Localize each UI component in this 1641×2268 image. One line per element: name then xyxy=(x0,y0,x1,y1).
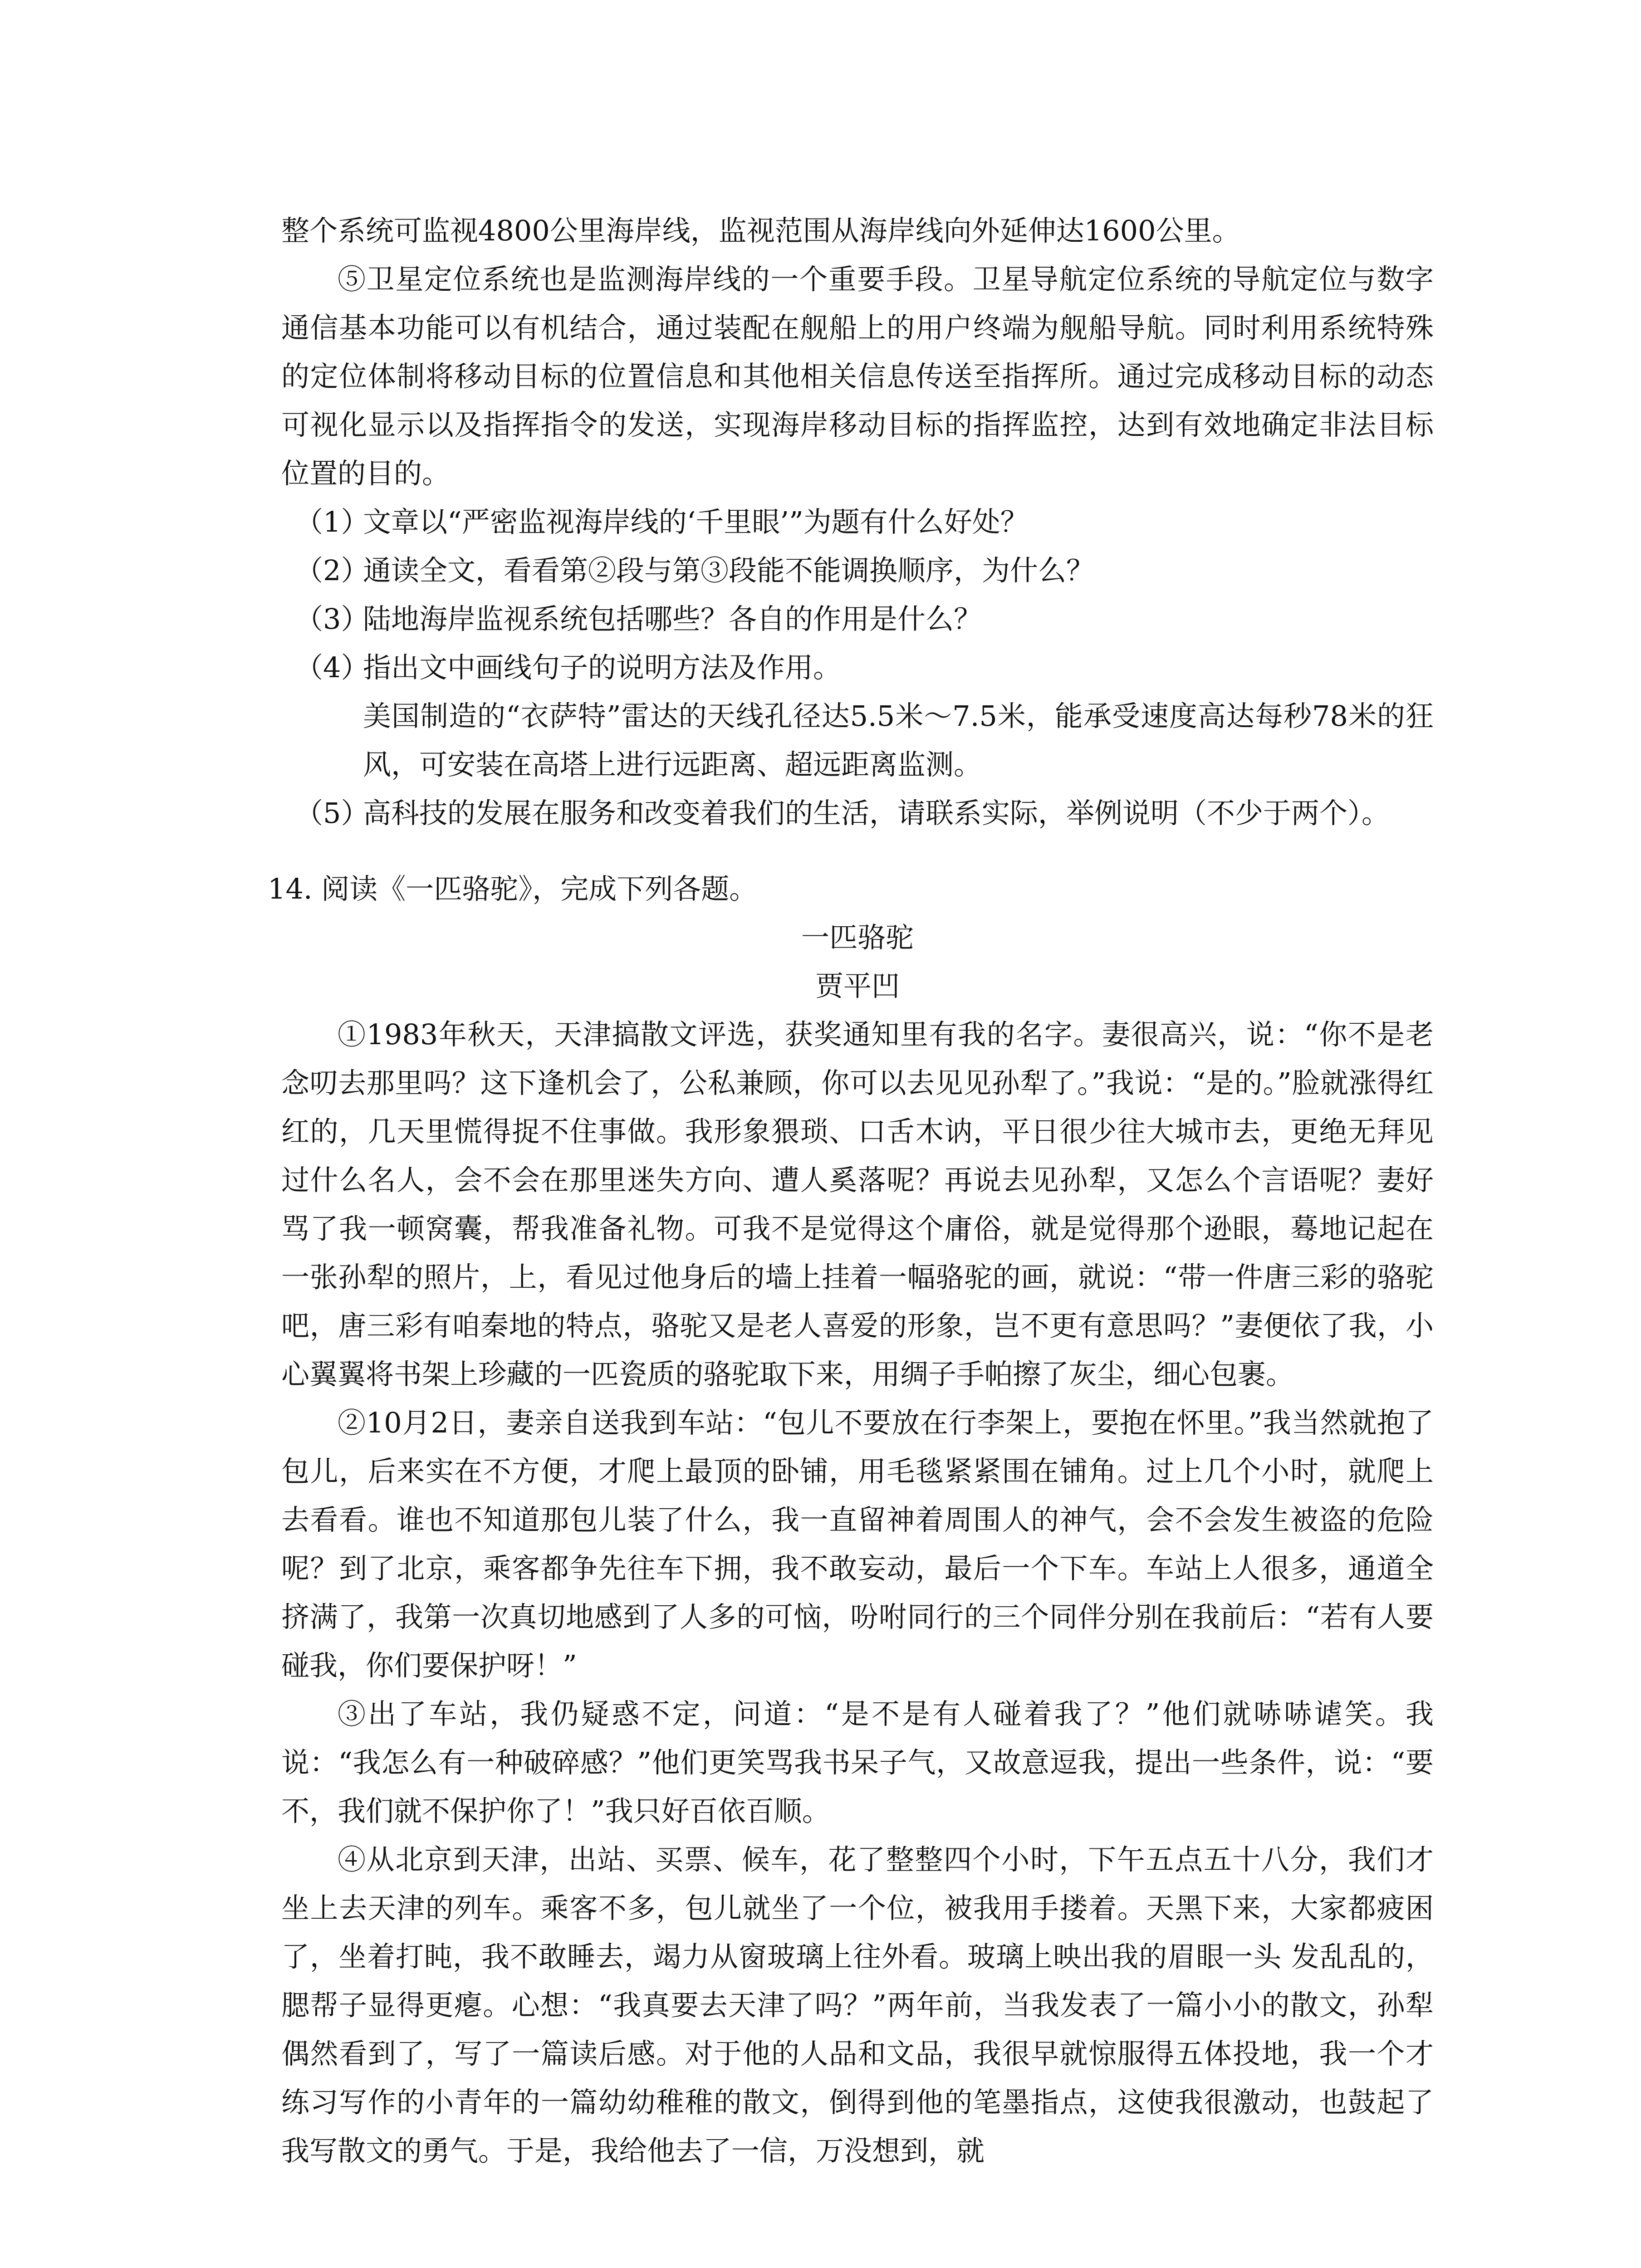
question-number: （5） xyxy=(295,797,369,830)
question-text: 指出文中画线句子的说明方法及作用。 xyxy=(363,651,842,684)
section-14-heading: 14. 阅读《一匹骆驼》，完成下列各题。 xyxy=(268,872,758,905)
question-3 xyxy=(281,595,1434,643)
article-author: 贾平凹 xyxy=(815,969,900,1002)
passage-paragraph-5: ⑤卫星定位系统也是监测海岸线的一个重要手段。卫星导航定位系统的导航定位与数字通信基本功能可以有机结合，通过装配在舰船上的用户终端为舰船导航。同时利用系统特殊的定位体制将移动目标的位置信息和其他相关信息传送至指挥所。通过完成移动目标的动态可视化显示以及指挥指令的发送，实现海岸移动目标的指挥监控，达到有效地确定非法目标位置的目的。 xyxy=(281,263,1434,490)
question-number: （1） xyxy=(295,505,369,538)
question-number: （4） xyxy=(295,651,369,684)
question-text: 通读全文，看看第②段与第③段能不能调换顺序，为什么？ xyxy=(363,554,1095,587)
article-title: 一匹骆驼 xyxy=(801,921,914,954)
question-1 xyxy=(281,498,1434,546)
article-paragraph-3: ③出了车站，我仍疑惑不定，问道：“是不是有人碰着我了？”他们就哧哧谑笑。我说：“我怎么有一种破碎感？”他们更笑骂我书呆子气，又故意逗我，提出一些条件，说：“要不，我们就不保护你了！”我只好百依百顺。 xyxy=(281,1697,1434,1828)
question-number: （3） xyxy=(295,602,369,635)
question-5 xyxy=(281,789,1434,837)
article-paragraph-1: ①1983年秋天，天津搞散文评选，获奖通知里有我的名字。妻很高兴，说：“你不是老念叨去那里吗？这下逢机会了，公私兼顾，你可以去见见孙犁了。”我说：“是的。”脸就涨得红红的，几天里慌得捉不住事做。我形象猥琐、口舌木讷，平日很少往大城市去，更绝无拜见过什么名人，会不会在那里迷失方向、遭人奚落呢？再说去见孙犁，又怎么个言语呢？妻好骂了我一顿窝囊，帮我准备礼物。可我不是觉得这个庸俗，就是觉得那个逊眼，蓦地记起在一张孙犁的照片，上，看见过他身后的墙上挂着一幅骆驼的画，就说：“带一件唐三彩的骆驼吧，唐三彩有咱秦地的特点，骆驼又是老人喜爱的形象，岂不更有意思吗？”妻便依了我，小心翼翼将书架上珍藏的一匹瓷质的骆驼取下来，用绸子手帕擦了灰尘，细心包裹。 xyxy=(281,1018,1434,1391)
page-content xyxy=(268,206,1434,2175)
question-text: 高科技的发展在服务和改变着我们的生活，请联系实际，举例说明（不少于两个）。 xyxy=(363,797,1390,830)
question-text: 文章以“严密监视海岸线的‘千里眼’”为题有什么好处？ xyxy=(363,505,1029,538)
question-text: 陆地海岸监视系统包括哪些？各自的作用是什么？ xyxy=(363,602,982,635)
article-paragraph-4: ④从北京到天津，出站、买票、候车，花了整整四个小时，下午五点五十八分，我们才坐上去天津的列车。乘客不多，包儿就坐了一个位，被我用手搂着。天黑下来，大家都疲困了，坐着打盹，我不敢睡去，竭力从窗玻璃上往外看。玻璃上映出我的眉眼一头 发乱乱的，腮帮子显得更瘪。心想：“我真要去天津了吗？”两年前，当我发表了一篇小小的散文，孙犁偶然看到了，写了一篇读后感。对于他的人品和文品，我很早就惊服得五体投地，我一个才练习写作的小青年的一篇幼幼稚稚的散文，倒得到他的笔墨指点，这使我很激动，也鼓起了我写散文的勇气。于是，我给他去了一信，万没想到，就 xyxy=(281,1843,1434,2167)
question-2 xyxy=(281,546,1434,595)
question-number: （2） xyxy=(295,554,369,587)
question-4 xyxy=(281,643,1434,692)
article-paragraph-2: ②10月2日，妻亲自送我到车站：“包儿不要放在行李架上，要抱在怀里。”我当然就抱了包儿，后来实在不方便，才爬上最顶的卧铺，用毛毯紧紧围在铺角。过上几个小时，就爬上去看看。谁也不知道那包儿装了什么，我一直留神着周围人的神气，会不会发生被盗的危险呢？到了北京，乘客都争先往车下拥，我不敢妄动，最后一个下车。车站上人很多，通道全挤满了，我第一次真切地感到了人多的可恼，吩咐同行的三个同伴分别在我前后：“若有人要碰我，你们要保护呀！” xyxy=(281,1406,1434,1682)
passage-line-continuation: 整个系统可监视4800公里海岸线，监视范围从海岸线向外延伸达1600公里。 xyxy=(281,214,1240,247)
question-4-quote: 美国制造的“衣萨特”雷达的天线孔径达5.5米～7.5米，能承受速度高达每秒78米的狂风，可安装在高塔上进行远距离、超远距离监测。 xyxy=(363,699,1434,781)
